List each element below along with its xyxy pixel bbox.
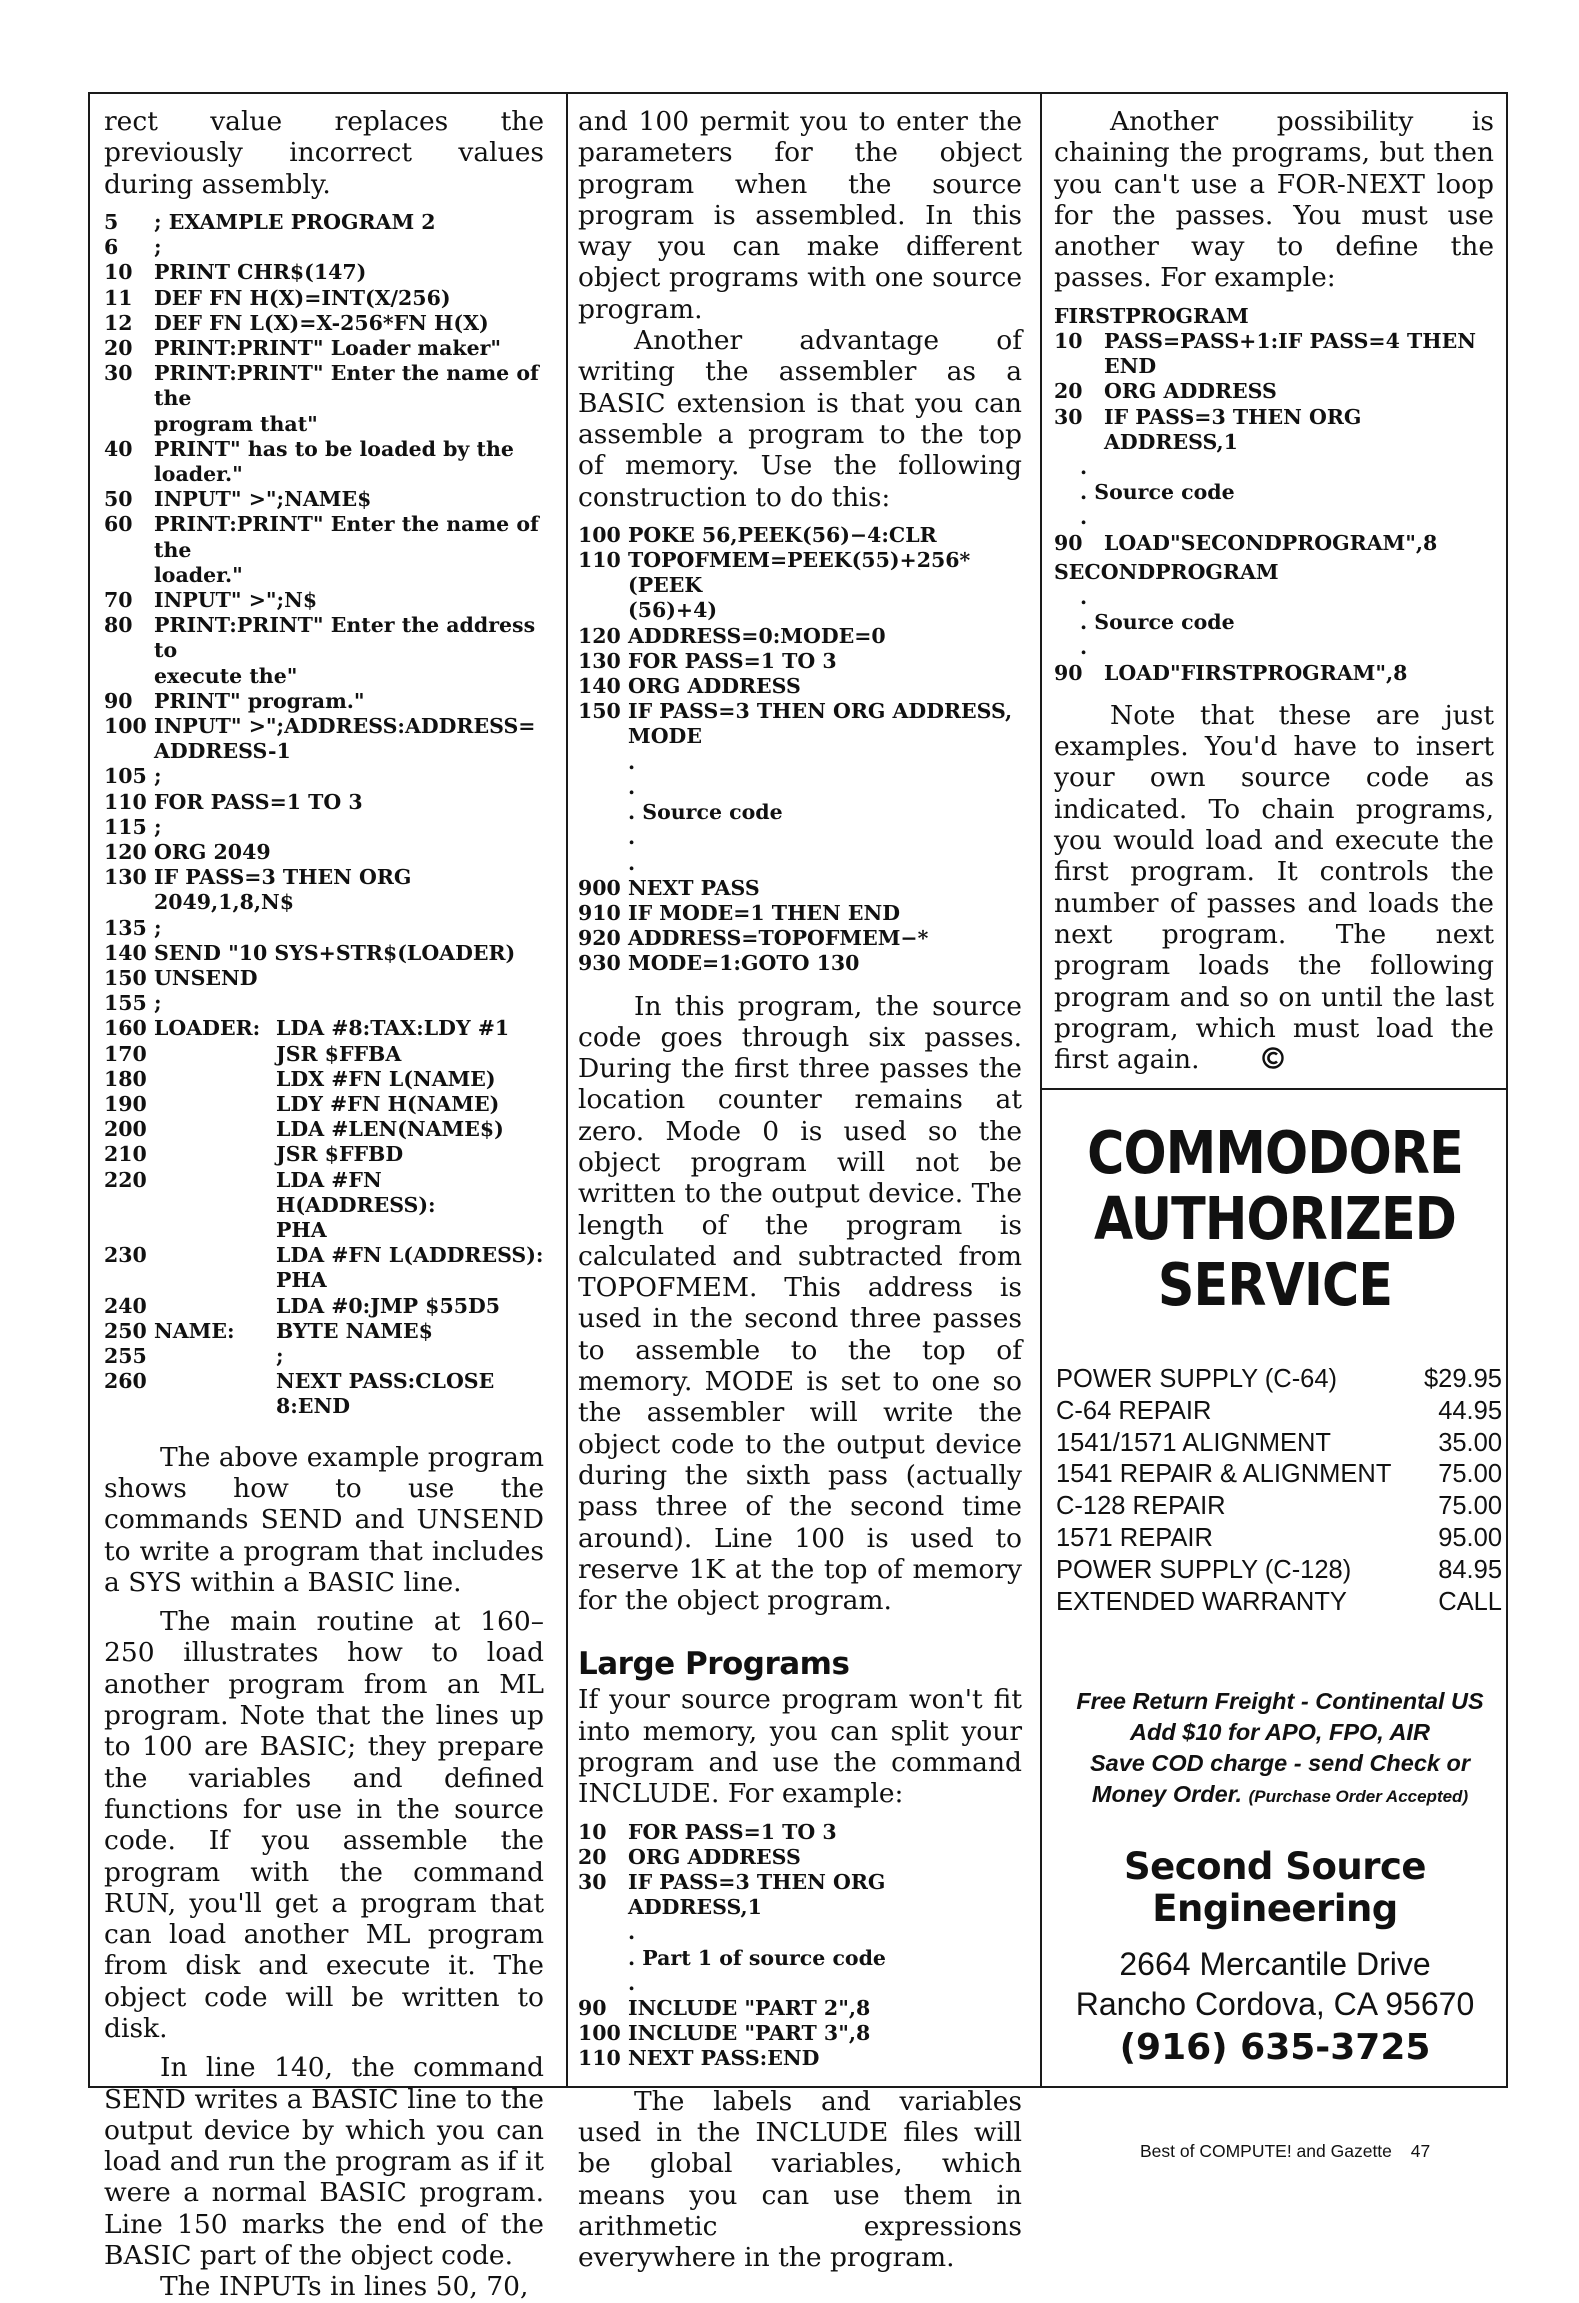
code-line [578, 901, 1022, 926]
code-line-number: 200 [104, 1117, 147, 1142]
code-line-number: 100 [578, 2021, 621, 2046]
price-row [1042, 1396, 1508, 1428]
code-line [104, 916, 544, 941]
source-code-label [578, 800, 1022, 825]
code-line-number: 6 [104, 235, 119, 260]
price-row [1042, 1428, 1508, 1460]
code-line-number: 90 [578, 1996, 607, 2021]
company-address [1042, 1944, 1508, 2024]
code-text: IF PASS=3 THEN ORG ADDRESS, [628, 699, 1013, 724]
code-text: JSR $FFBA [276, 1041, 402, 1066]
ellipsis-dot: . [1080, 635, 1088, 660]
code-line [104, 1016, 544, 1041]
code-line-number: 105 [104, 764, 147, 789]
code-text: ORG ADDRESS [1104, 379, 1277, 404]
code-text: ; [154, 814, 162, 839]
code-line [104, 1042, 544, 1067]
code-line-number: 260 [104, 1369, 147, 1394]
col3-code-listing [1054, 304, 1494, 686]
page-number: 47 [1410, 2141, 1431, 2161]
code-line [104, 1369, 544, 1419]
code-line-number: 155 [104, 991, 147, 1016]
price-value: $29.95 [1424, 1365, 1502, 1393]
ad-note-4-small: (Purchase Order Accepted) [1248, 1787, 1469, 1807]
code-line [104, 613, 544, 663]
price-row [1042, 1523, 1508, 1555]
code-line-number: 140 [104, 940, 147, 965]
source-code-label [578, 1946, 1022, 1971]
col2-intro: and 100 permit you to enter the parameters for the object program when the source program is assembled. In this way you can make different object programs with one source program. [578, 106, 1022, 325]
code-line-number: 255 [104, 1344, 147, 1369]
code-label [154, 1168, 276, 1218]
ellipsis-dot: . [628, 825, 636, 850]
price-item: POWER SUPPLY (C-64) [1056, 1365, 1338, 1393]
dot-marker: . [628, 1945, 643, 1970]
compute-gazette-logo-icon [1206, 1045, 1284, 1076]
code-label: LOADER: [154, 1016, 261, 1041]
code-line [104, 336, 544, 361]
code-line-number: 120 [104, 839, 147, 864]
col2-paragraph-1: Another advantage of writing the assembler as a BASIC extension is that you can assemble a program to the top of memory. Use the following construction to do this: [578, 325, 1022, 513]
code-line [104, 1243, 544, 1268]
source-code-label-text: Source code [1094, 610, 1235, 635]
code-text: FOR PASS=1 TO 3 [628, 1819, 837, 1844]
company-name-line-1: Second Source [1124, 1845, 1426, 1889]
col1-intro: rect value replaces the previously incorrect values during assembly. [104, 106, 544, 200]
code-line [104, 840, 544, 865]
code-text: UNSEND [154, 965, 258, 990]
code-text: INCLUDE "PART 2",8 [628, 1996, 871, 2021]
code-label [154, 1344, 276, 1369]
code-line-number: 10 [578, 1819, 607, 1844]
code-line-number: 100 [578, 522, 621, 547]
code-line [1054, 661, 1494, 686]
code-line-number: 90 [104, 688, 133, 713]
code-line-number: 910 [578, 900, 621, 925]
code-line [578, 699, 1022, 724]
ad-note-2: Add $10 for APO, FPO, AIR [1130, 1719, 1430, 1746]
code-line [104, 941, 544, 966]
price-value: 75.00 [1438, 1492, 1502, 1521]
code-line-number: 170 [104, 1041, 147, 1066]
code-line [578, 1820, 1022, 1845]
code-text: LDA #FN L(ADDRESS): [276, 1243, 544, 1268]
code-text: SEND "10 SYS+STR$(LOADER) [154, 940, 516, 965]
code-line [104, 210, 544, 235]
code-text: LDA #LEN(NAME$) [276, 1117, 504, 1142]
code-text: PASS=PASS+1:IF PASS=4 THEN [1104, 328, 1476, 353]
code-line-number: 20 [1054, 379, 1083, 404]
price-item: C-128 REPAIR [1056, 1492, 1226, 1521]
code-line-number: 60 [104, 512, 133, 537]
code-text: JSR $FFBD [276, 1142, 404, 1167]
code-line-number: 90 [1054, 530, 1083, 555]
code-line [104, 1168, 544, 1218]
code-line-number: 220 [104, 1167, 147, 1192]
code-line [1054, 329, 1494, 354]
source-code-label-text: Source code [1094, 480, 1235, 505]
ad-note-3: Save COD charge - send Check or [1089, 1750, 1471, 1777]
company-address-line-1: 2664 Mercantile Drive [1119, 1946, 1431, 1983]
code-line [578, 674, 1022, 699]
code-line [1054, 531, 1494, 556]
code-text: LDY #FN H(NAME) [276, 1092, 500, 1116]
code-text: PRINT" program." [154, 688, 365, 713]
code-line-number: 240 [104, 1293, 147, 1318]
code-text: POKE 56,PEEK(56)−4:CLR [628, 522, 937, 547]
code-line-number: 50 [104, 487, 133, 512]
column-divider-1 [566, 92, 568, 2088]
code-line [104, 1067, 544, 1092]
code-line [104, 235, 544, 260]
code-line [578, 926, 1022, 951]
code-text: MODE=1:GOTO 130 [628, 951, 860, 976]
source-code-label-text: Source code [642, 800, 783, 825]
code-line [104, 1344, 544, 1369]
column-2 [578, 106, 1022, 2273]
code-text: ; [154, 235, 162, 260]
source-code-label [1054, 480, 1494, 505]
col3-paragraph-2-text: Note that these are just examples. You'd have to insert your own source code as indicated. To chain programs, you would load and execute the first program. It controls the number of passes and loads the next program. The next program loads the following program and so on until the last program, which must load the first again. [1054, 699, 1494, 1076]
ellipsis-dot: . [628, 850, 636, 875]
price-value: 35.00 [1438, 1428, 1502, 1457]
code-text: LDX #FN L(NAME) [276, 1066, 496, 1091]
code-line-number: 920 [578, 926, 621, 951]
col2-code-listing [578, 523, 1022, 977]
ellipsis-dot: . [1080, 505, 1088, 530]
code-line-continuation: program that" [154, 411, 318, 436]
code-line-number: 20 [104, 335, 133, 360]
price-value: 84.95 [1438, 1555, 1502, 1584]
code-line [104, 865, 544, 915]
code-line-continuation: ADDRESS-1 [154, 739, 291, 764]
code-line [578, 523, 1022, 548]
price-item: 1541 REPAIR & ALIGNMENT [1056, 1460, 1392, 1489]
code-line-number: 30 [1054, 404, 1083, 429]
code-line-number: 70 [104, 587, 133, 612]
code-line [578, 649, 1022, 674]
price-list [1042, 1364, 1508, 1618]
price-row [1042, 1555, 1508, 1587]
ad-headline-line-3: SERVICE [1157, 1250, 1393, 1319]
code-line [104, 790, 544, 815]
code-line [104, 260, 544, 285]
code-line [104, 689, 544, 714]
code-text: TOPOFMEM=PEEK(55)+256*(PEEK [628, 548, 971, 598]
code-line [104, 487, 544, 512]
code-line [104, 1294, 544, 1319]
code-line [1054, 405, 1494, 455]
col2-paragraph-3: If your source program won't fit into memory, you can split your program and use the command INCLUDE. For example: [578, 1684, 1022, 1810]
column-3 [1054, 106, 1494, 1077]
code-line-number: 110 [578, 548, 621, 573]
code-text: PRINT CHR$(147) [154, 260, 367, 285]
code-line-number: 80 [104, 613, 133, 638]
code-line-number: 12 [104, 310, 133, 335]
code-text: LDA #8:TAX:LDY #1 [276, 1016, 510, 1041]
code-line-continuation: PHA [276, 1268, 327, 1293]
col1-code-listing [104, 210, 544, 1420]
code-line-number: 100 [104, 713, 147, 738]
dot-marker: . [1080, 610, 1095, 635]
code-line-number: 90 [1054, 660, 1083, 685]
code-line [578, 548, 1022, 598]
code-line-number: 930 [578, 951, 621, 976]
code-text: ORG 2049 [154, 839, 271, 864]
code-text: INPUT" >";ADDRESS:ADDRESS= [154, 713, 536, 738]
code-text: IF PASS=3 THEN ORG 2049,1,8,N$ [154, 865, 412, 915]
code-line [578, 2021, 1022, 2046]
code-text: PRINT:PRINT" Enter the name of the [154, 512, 539, 562]
code-text: LOAD"FIRSTPROGRAM",8 [1104, 660, 1408, 685]
code-label [154, 1042, 276, 1067]
code-line-number: 135 [104, 915, 147, 940]
code-text: ADDRESS=0:MODE=0 [628, 623, 886, 648]
code-line [578, 1996, 1022, 2021]
code-line [104, 764, 544, 789]
code-line [104, 286, 544, 311]
price-row [1042, 1491, 1508, 1523]
ellipsis-dot: . [1080, 455, 1088, 479]
code-text: BYTE NAME$ [276, 1318, 433, 1343]
code-text: ; EXAMPLE PROGRAM 2 [154, 209, 436, 234]
code-line [104, 1117, 544, 1142]
code-text: INPUT" >";NAME$ [154, 487, 372, 512]
code-line-number: 130 [578, 648, 621, 673]
code-text: FOR PASS=1 TO 3 [154, 789, 363, 814]
company-name-line-2: Engineering [1152, 1887, 1398, 1931]
col1-paragraph-2: The main routine at 160–250 illustrates how to load another program from an ML program. Note that the lines up to 100 are BASIC; they prepare the variables and defined functions for use in the source code. If you assemble the program with the command RUN, you'll get a program that can load another ML program from disk and execute it. The object code will be written to disk. [104, 1606, 544, 2044]
program-label: SECONDPROGRAM [1054, 559, 1279, 584]
ellipsis-dot: . [628, 749, 636, 774]
code-line-continuation: loader." [154, 461, 243, 486]
code-line-number: 900 [578, 875, 621, 900]
code-line-number: 115 [104, 814, 147, 839]
code-line [104, 588, 544, 613]
code-text: ORG ADDRESS [628, 1844, 801, 1869]
price-row [1042, 1459, 1508, 1491]
col3-paragraph-1: Another possibility is chaining the programs, but then you can't use a FOR-NEXT loop for the passes. You must use another way to define the passes. For example: [1054, 106, 1494, 294]
code-text: DEF FN H(X)=INT(X/256) [154, 285, 451, 310]
code-line-number: 180 [104, 1066, 147, 1091]
code-line-continuation: loader." [154, 562, 243, 587]
code-text: INCLUDE "PART 3",8 [628, 2021, 871, 2046]
company-address-line-2: Rancho Cordova, CA 95670 [1075, 1986, 1475, 2023]
price-row [1042, 1587, 1508, 1619]
code-line-continuation: MODE [628, 724, 702, 749]
code-text: PRINT:PRINT" Enter the name of the [154, 361, 539, 411]
col2-paragraph-2: In this program, the source code goes through six passes. During the first three passes the location counter remains at zero. Mode 0 is used so the object program will not be written to the output device. The length of the program is calculated and subtracted from TOPOFMEM. This address is used in the second three passes to assemble to the top of memory. MODE is set to one so the assembler will write the object code to the output device during the sixth pass (actually pass three of the second time around). Line 100 is used to reserve 1K at the top of memory for the object program. [578, 990, 1022, 1617]
code-line [104, 714, 544, 739]
ad-note-1: Free Return Freight - Continental US [1076, 1688, 1484, 1715]
source-code-label [1054, 610, 1494, 635]
advertisement [1042, 1090, 1508, 2070]
code-line [104, 1319, 544, 1344]
code-line [104, 991, 544, 1016]
section-heading: Large Programs [578, 1646, 850, 1683]
source-code-label-text: Part 1 of source code [642, 1945, 886, 1970]
code-text: NEXT PASS:CLOSE 8:END [276, 1369, 495, 1419]
price-item: POWER SUPPLY (C-128) [1056, 1555, 1352, 1584]
code-line-number: 10 [104, 260, 133, 285]
code-line-number: 40 [104, 436, 133, 461]
code-label [154, 1067, 276, 1092]
code-line [578, 624, 1022, 649]
program-label: FIRSTPROGRAM [1054, 303, 1249, 328]
price-value: 44.95 [1438, 1396, 1502, 1425]
ad-notes [1042, 1686, 1508, 1812]
code-line [104, 437, 544, 462]
ad-headline-line-1: COMMODORE [1087, 1118, 1463, 1187]
code-line [104, 966, 544, 991]
code-text: IF PASS=3 THEN ORG ADDRESS,1 [1104, 404, 1362, 454]
code-line [578, 951, 1022, 976]
code-line-number: 130 [104, 865, 147, 890]
code-line-number: 210 [104, 1142, 147, 1167]
code-line [104, 361, 544, 411]
code-line-number: 11 [104, 285, 133, 310]
code-line [104, 815, 544, 840]
ellipsis-dot: . [628, 774, 636, 799]
code-label [154, 1117, 276, 1142]
code-text: IF MODE=1 THEN END [628, 900, 901, 925]
code-line [104, 512, 544, 562]
publication-name: Best of COMPUTE! and Gazette [1140, 2141, 1392, 2161]
code-line-number: 110 [578, 2046, 621, 2071]
code-line [578, 876, 1022, 901]
price-row [1042, 1364, 1508, 1396]
code-line-continuation: PHA [276, 1218, 327, 1243]
code-label: NAME: [154, 1318, 235, 1343]
code-text: INPUT" >";N$ [154, 587, 318, 612]
code-label [154, 1142, 276, 1167]
code-line-number: 230 [104, 1243, 147, 1268]
price-item: 1571 REPAIR [1056, 1523, 1213, 1552]
code-line-number: 150 [104, 965, 147, 990]
code-text: PRINT" has to be loaded by the [154, 436, 514, 461]
code-text: ; [276, 1344, 284, 1369]
price-item: 1541/1571 ALIGNMENT [1056, 1428, 1331, 1457]
col1-paragraph-3: In line 140, the command SEND writes a BASIC line to the output device by which you can load and run the program as if it were a normal BASIC program. Line 150 marks the end of the BASIC part of the object code. [104, 2052, 544, 2272]
price-value: 75.00 [1438, 1460, 1502, 1489]
code-line-number: 20 [578, 1844, 607, 1869]
ad-headline-line-2: AUTHORIZED [1093, 1184, 1457, 1253]
code-line [1054, 379, 1494, 404]
code-line-number: 30 [578, 1870, 607, 1895]
code-label [154, 1243, 276, 1268]
ellipsis-dot: . [628, 1920, 636, 1945]
code-text: DEF FN L(X)=X-256*FN H(X) [154, 310, 489, 335]
ellipsis-dot: . [1080, 585, 1088, 610]
code-label [154, 1369, 276, 1419]
code-text: LDA #0:JMP $55D5 [276, 1293, 501, 1318]
code-line-number: 10 [1054, 328, 1083, 353]
code-line-number: 5 [104, 209, 119, 234]
code-text: ORG ADDRESS [628, 674, 801, 699]
code-text: LDA #FN H(ADDRESS): [276, 1167, 436, 1217]
price-item: EXTENDED WARRANTY [1056, 1587, 1347, 1616]
company-name [1042, 1846, 1508, 1930]
col2-paragraph-4: The labels and variables used in the INCLUDE files will be global variables, which means you can use them in arithmetic expressions everywhere in the program. [578, 2085, 1022, 2274]
code-text: ADDRESS=TOPOFMEM−* [628, 926, 929, 951]
code-line [578, 1845, 1022, 1870]
ad-headline [1075, 1120, 1476, 1318]
code-text: PRINT:PRINT" Enter the address to [154, 613, 536, 663]
code-text: PRINT:PRINT" Loader maker" [154, 335, 502, 360]
code-line-continuation: (56)+4) [628, 598, 718, 623]
dot-marker: . [628, 800, 643, 825]
code-text: FOR PASS=1 TO 3 [628, 648, 837, 673]
code-label [154, 1092, 276, 1117]
price-item: C-64 REPAIR [1056, 1396, 1212, 1425]
code-line-number: 30 [104, 361, 133, 386]
code-text: NEXT PASS:END [628, 2046, 820, 2071]
code-line-number: 150 [578, 699, 621, 724]
code-line [104, 311, 544, 336]
ellipsis-dot: . [628, 1970, 636, 1995]
price-value: 95.00 [1438, 1523, 1502, 1552]
code-text: ; [154, 915, 162, 940]
code-line-continuation: execute the" [154, 663, 298, 688]
col3-paragraph-2 [1054, 700, 1494, 1077]
company-phone: (916) 635-3725 [1119, 2027, 1431, 2069]
code-line-number: 160 [104, 1016, 147, 1041]
dot-marker: . [1080, 480, 1095, 505]
code-text: NEXT PASS [628, 875, 760, 900]
code-label [154, 1294, 276, 1319]
col1-paragraph-4: The INPUTs in lines 50, 70, [160, 2271, 529, 2303]
code-line [104, 1092, 544, 1117]
code-line [578, 2046, 1022, 2071]
code-text: ; [154, 764, 162, 789]
code-line-number: 110 [104, 789, 147, 814]
code-text: IF PASS=3 THEN ORG ADDRESS,1 [628, 1870, 886, 1920]
ad-note-4 [1052, 1779, 1508, 1812]
price-value: CALL [1438, 1587, 1502, 1616]
code-line [578, 1870, 1022, 1920]
code-line-number: 120 [578, 623, 621, 648]
code-line-number: 250 [104, 1318, 147, 1343]
code-line-continuation: END [1104, 354, 1157, 379]
column-1 [104, 106, 544, 2303]
code-text: LOAD"SECONDPROGRAM",8 [1104, 530, 1438, 555]
code-line-number: 140 [578, 674, 621, 699]
code-text: ; [154, 991, 162, 1016]
page-footer [1140, 2141, 1430, 2162]
col1-paragraph-1: The above example program shows how to use the commands SEND and UNSEND to write a program that includes a SYS within a BASIC line. [104, 1441, 544, 1598]
code-line-number: 190 [104, 1092, 147, 1116]
col2-include-listing [578, 1820, 1022, 2072]
ad-note-4-text: Money Order. [1091, 1781, 1243, 1808]
code-line [104, 1142, 544, 1167]
